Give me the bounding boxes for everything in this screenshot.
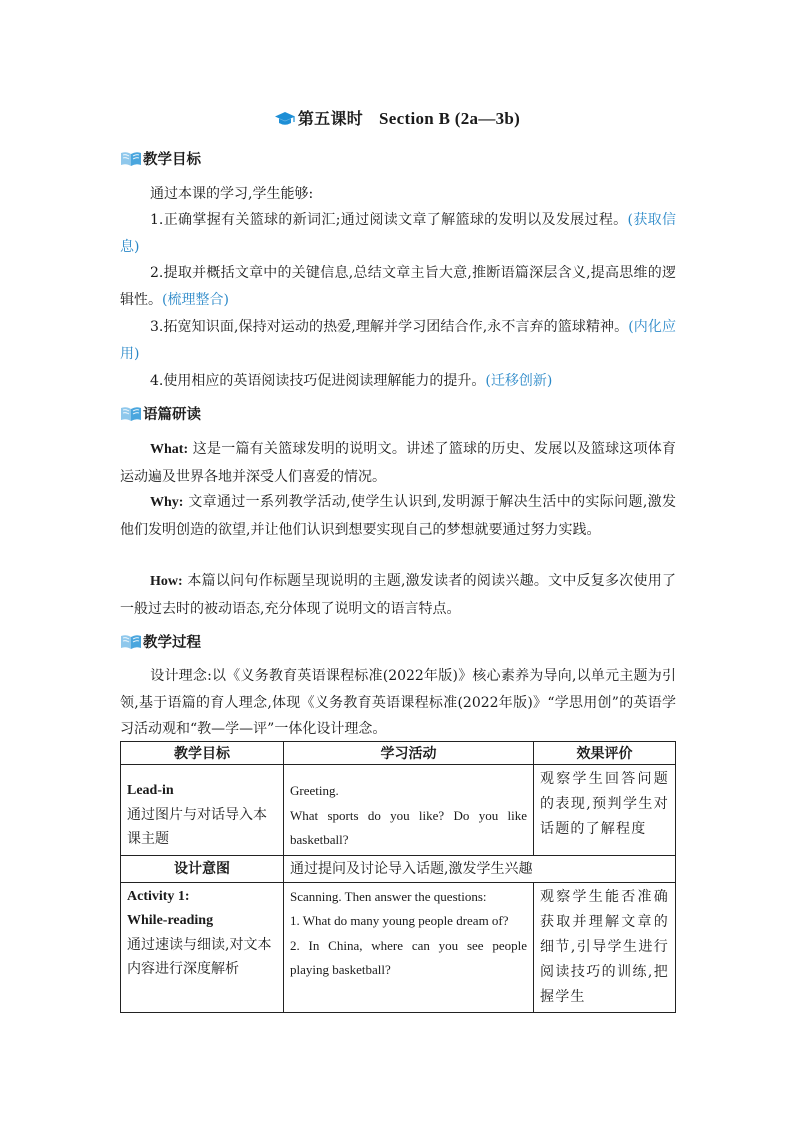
evaluation-cell: 观察学生回答问题的表现,预判学生对话题的了解程度 — [534, 765, 676, 856]
lesson-number: 第五课时 — [297, 109, 364, 128]
design-concept: 设计理念:以《义务教育英语课程标准(2022年版)》核心素养为导向,以单元主题为引领,基于语篇的育人理念,体现《义务教育英语课程标准(2022年版)》“学思用创”的英语学习活动观和“教—学—评”一体化设计理念。 — [120, 668, 676, 737]
objective-tag: (内化应用) — [120, 319, 676, 362]
goal-cell — [121, 765, 284, 856]
analysis-what: What: 这是一篇有关篮球发明的说明文。讲述了篮球的历史、发展以及篮球这项体育运动遍及世界各地并深受人们喜爱的情况。 — [120, 441, 676, 485]
stage-goal: 通过图片与对话导入本课主题 — [127, 807, 267, 847]
stage-title: Activity 1: — [127, 888, 190, 904]
graduation-cap-icon — [274, 111, 296, 131]
goal-cell — [121, 882, 284, 1012]
objective-item: 3.拓宽知识面,保持对运动的热爱,理解并学习团结合作,永不言弃的篮球精神。(内化应用) — [120, 319, 676, 362]
objective-tag: (梳理整合) — [162, 291, 229, 308]
intent-text: 通过提问及讨论导入话题,激发学生兴趣 — [284, 855, 676, 882]
lesson-title — [0, 106, 794, 131]
objective-item: 1.正确掌握有关篮球的新词汇;通过阅读文章了解篮球的发明以及发展过程。(获取信息) — [120, 212, 676, 255]
analysis-why: Why: 文章通过一系列教学活动,使学生认识到,发明源于解决生活中的实际问题,激发他们发明创造的欲望,并让他们认识到想要实现自己的梦想就要通过努力实践。 — [120, 494, 676, 538]
objective-tag: (迁移创新) — [485, 373, 553, 389]
section-heading-process: 教学过程 — [120, 630, 201, 652]
stage-subtitle: While-reading — [127, 912, 214, 928]
evaluation-cell: 观察学生能否准确获取并理解文章的细节,引导学生进行阅读技巧的训练,把握学生 — [534, 882, 676, 1012]
table-row — [121, 882, 676, 1012]
open-book-icon — [120, 149, 142, 167]
objective-tag: (获取信息) — [120, 212, 676, 255]
analysis-how: How: 本篇以问句作标题呈现说明的主题,激发读者的阅读兴趣。文中反复多次使用了一般过去时的被动语态,充分体现了说明文的语言特点。 — [120, 573, 677, 617]
activity-cell: Greeting. What sports do you like? Do you like basketball? — [284, 765, 534, 856]
section-heading-analysis: 语篇研读 — [120, 402, 201, 424]
objectives-intro: 通过本课的学习,学生能够: — [150, 186, 314, 202]
open-book-icon — [120, 632, 142, 650]
objective-item: 2.提取并概括文章中的关键信息,总结文章主旨大意,推断语篇深层含义,提高思维的逻辑性。(梳理整合) — [120, 265, 676, 308]
intent-label: 设计意图 — [121, 855, 284, 882]
column-header: 教学目标 — [121, 742, 284, 765]
table-row — [121, 855, 676, 882]
section-heading-objectives: 教学目标 — [120, 147, 201, 169]
table-header-row — [121, 742, 676, 765]
column-header: 效果评价 — [534, 742, 676, 765]
table-row — [121, 765, 676, 856]
objective-item: 4.使用相应的英语阅读技巧促进阅读理解能力的提升。(迁移创新) — [150, 373, 553, 389]
stage-title: Lead-in — [127, 783, 174, 798]
activity-cell: Scanning. Then answer the questions: 1. What do many young people dream of? 2. In China, where can you see people playing basketball? — [284, 882, 534, 1012]
open-book-icon — [120, 404, 142, 422]
section-label: Section B (2a—3b) — [379, 109, 521, 128]
lesson-table — [120, 741, 676, 1013]
column-header: 学习活动 — [284, 742, 534, 765]
stage-goal: 通过速读与细读,对文本内容进行深度解析 — [127, 936, 272, 977]
